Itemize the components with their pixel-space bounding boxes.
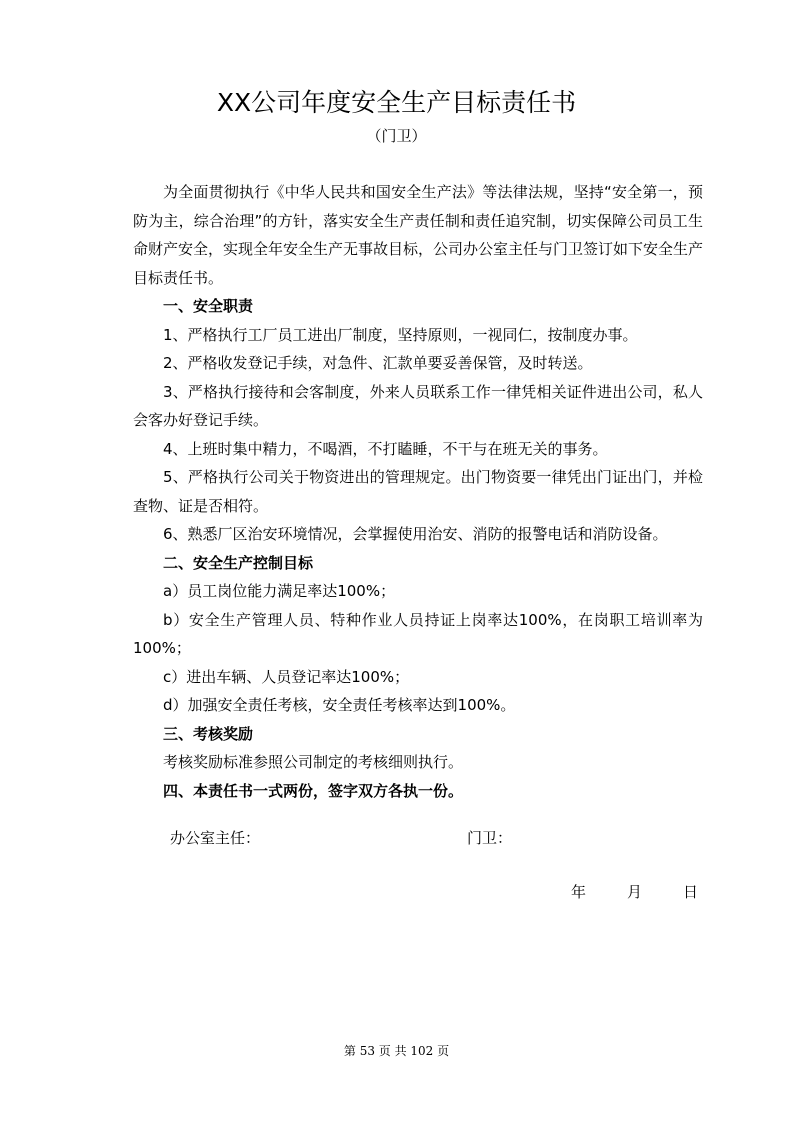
document-title: XX公司年度安全生产目标责任书: [216, 88, 577, 117]
duty-item: 5、严格执行公司关于物资进出的管理规定。出门物资要一律凭出门证出门，并检查物、证是否相符。: [133, 468, 703, 515]
date-day-label: 日: [683, 883, 699, 901]
duty-item: 6、熟悉厂区治安环境情况，会掌握使用治安、消防的报警电话和消防设备。: [163, 525, 668, 543]
section-heading-copies: 四、本责任书一式两份，签字双方各执一份。: [163, 781, 464, 800]
duty-item: 3、严格执行接待和会客制度，外来人员联系工作一律凭相关证件进出公司，私人会客办好登记手续。: [133, 382, 703, 429]
duty-item: 4、上班时集中精力，不喝酒，不打瞌睡，不干与在班无关的事务。: [163, 439, 608, 458]
date-year-label: 年: [571, 883, 587, 901]
signature-label-guard: 门卫：: [467, 829, 513, 847]
date-row: [0, 880, 793, 904]
target-item: d）加强安全责任考核，安全责任考核率达到100%。: [163, 696, 516, 714]
duty-item: 2、严格收发登记手续，对急件、汇款单要妥善保管，及时转送。: [163, 354, 593, 372]
page-footer: 第 53 页 共 102 页: [343, 1044, 450, 1058]
section-heading-targets: 二、安全生产控制目标: [163, 553, 314, 572]
date-month-label: 月: [627, 883, 643, 901]
signature-label-office-director: 办公室主任：: [170, 829, 261, 847]
intro-paragraph: 为全面贯彻执行《中华人民共和国安全生产法》等法律法规，坚持“安全第一，预防为主，综合治理”的方针，落实安全生产责任制和责任追究制，切实保障公司员工生命财产安全，实现全年安全生产无事故目标，公司办公室主任与门卫签订如下安全生产目标责任书。: [133, 183, 704, 287]
target-item: b）安全生产管理人员、特种作业人员持证上岗率达100%，在岗职工培训率为100%；: [133, 610, 703, 657]
section-heading-duties: 一、安全职责: [163, 297, 254, 315]
target-item: c）进出车辆、人员登记率达100%；: [163, 667, 410, 686]
duty-item: 1、严格执行工厂员工进出厂制度，坚持原则，一视同仁，按制度办事。: [163, 325, 638, 344]
rewards-text: 考核奖励标准参照公司制定的考核细则执行。: [163, 753, 464, 771]
document-subtitle: （门卫）: [366, 127, 427, 145]
signature-row: [0, 826, 793, 850]
target-item: a）员工岗位能力满足率达100%；: [163, 582, 396, 600]
document-body: [133, 178, 703, 805]
section-heading-rewards: 三、考核奖励: [163, 724, 254, 743]
